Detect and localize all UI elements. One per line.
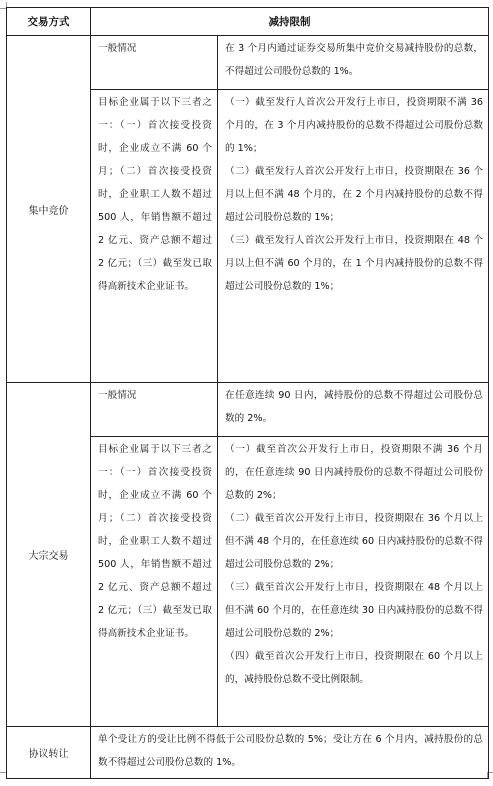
method-cell: 大宗交易 (7, 383, 91, 727)
restriction-general-text: 在任意连续 90 日内，减持股份的总数不得超过公司股份总数的 2%。 (225, 390, 483, 424)
restriction-item: （三）截至首次公开发行上市日，投资期限在 48 个月以上但不满 60 个月的，在任意连续 30 日内减持股份的总数不得超过公司股份总数的 2%； (225, 582, 483, 639)
restriction-cell (218, 90, 489, 383)
method-cell: 协议转让 (7, 727, 91, 779)
condition-target-text: 目标企业属于以下三者之一：（一）首次接受投资时，企业成立不满 60 个月；（二）首次接受投资时，企业职工人数不超过 500 人，年销售额不超过 2 亿元、资产总额不超过 2 亿元；（三）截至发已取得高新技术企业证书。 (98, 444, 212, 639)
header-reduction-restriction: 减持限制 (91, 8, 489, 36)
restriction-item: （二）截至发行人首次公开发行上市日，投资期限在 36 个月以上但不满 48 个月的，在 2 个月内减持股份的总数不得超过公司股份总数的 1%； (225, 166, 483, 223)
restriction-cell (218, 36, 489, 90)
condition-target-text: 目标企业属于以下三者之一：（一）首次接受投资时，企业成立不满 60 个月；（二）首次接受投资时，企业职工人数不超过 500 人，年销售额不超过 2 亿元、资产总额不超过 2 亿元；（三）截至发已取得高新技术企业证书。 (98, 97, 212, 292)
restriction-general-text: 在 3 个月内通过证券交易所集中竞价交易减持股份的总数，不得超过公司股份总数的 1%。 (225, 43, 483, 77)
restriction-item: （四）截至首次公开发行上市日，投资期限在 60 个月以上的，减持股份总数不受比例限制。 (225, 651, 483, 685)
condition-cell (91, 437, 218, 727)
condition-cell (91, 90, 218, 383)
method-cell: 集中竞价 (7, 36, 91, 383)
restriction-cell (218, 383, 489, 437)
table-row (7, 36, 489, 90)
header-trade-method: 交易方式 (7, 8, 91, 36)
restriction-agreement-text: 单个受让方的受让比例不得低于公司股份总数的 5%；受让方在 6 个月内，减持股份的总数不得超过公司股份总数的 1%。 (98, 734, 483, 768)
condition-general-label: 一般情况 (98, 43, 137, 54)
table-header-row (7, 8, 489, 36)
table-row (7, 383, 489, 437)
condition-general-label: 一般情况 (98, 390, 137, 401)
condition-cell (91, 36, 218, 90)
reduction-restriction-table (6, 7, 489, 779)
restriction-item: （二）截至首次公开发行上市日，投资期限在 36 个月以上但不满 48 个月的，在任意连续 60 日内减持股份的总数不得超过公司股份总数的 2%； (225, 513, 483, 570)
restriction-item: （三）截至发行人首次公开发行上市日，投资期限在 48 个月以上但不满 60 个月的，在 1 个月内减持股份的总数不得超过公司股份总数的 1%； (225, 235, 483, 292)
restriction-item: （一）截至首次公开发行上市日，投资期限不满 36 个月的，在任意连续 90 日内减持股份的总数不得超过公司股份总数的 2%； (225, 444, 483, 501)
restriction-item: （一）截至发行人首次公开发行上市日，投资期限不满 36 个月的，在 3 个月内减持股份的总数不得超过公司股份总数的 1%； (225, 97, 483, 154)
restriction-cell (91, 727, 489, 779)
table-row (7, 727, 489, 779)
condition-cell (91, 383, 218, 437)
restriction-cell (218, 437, 489, 727)
